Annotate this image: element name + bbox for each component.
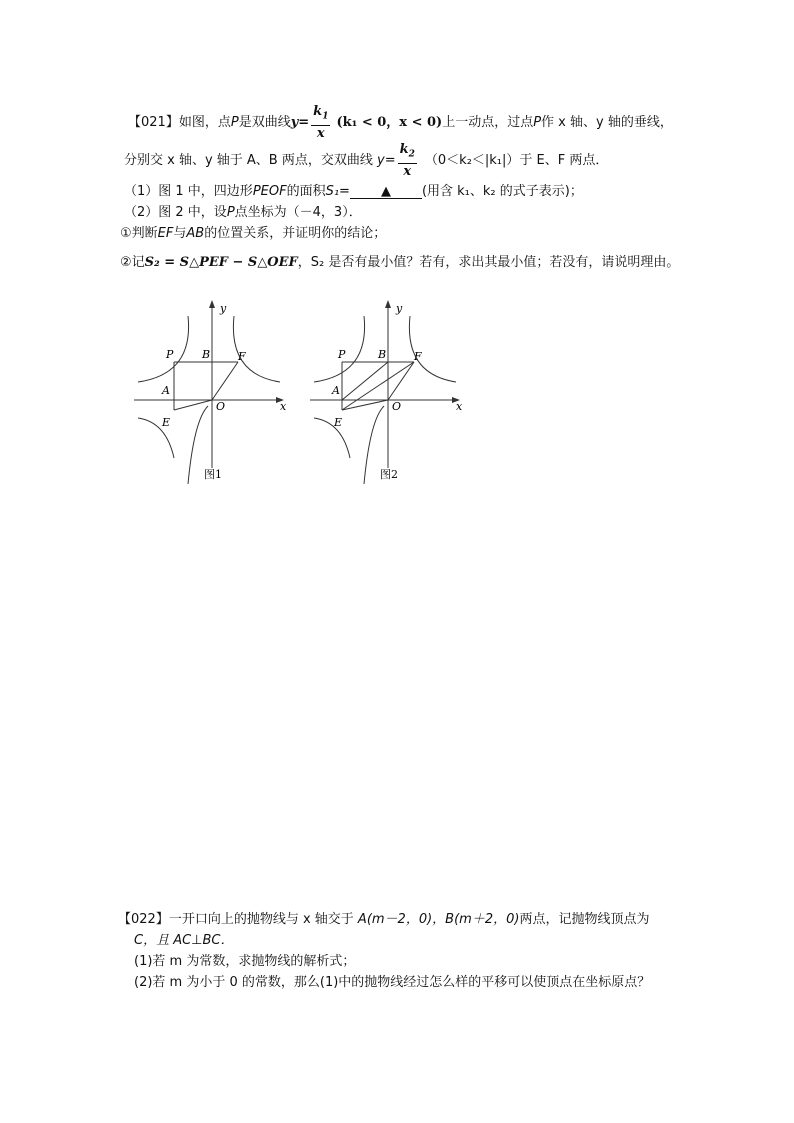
q22-line-2: [134, 931, 234, 951]
label-p: P: [166, 348, 174, 361]
figure-1-caption: 图1: [204, 468, 222, 481]
s2-formula: S₂ = S△PEF − S△OEF: [144, 255, 298, 270]
k1-subscript: 1: [322, 111, 329, 122]
label-o: O: [392, 400, 402, 413]
q21-text: ①判断: [120, 226, 158, 241]
q21-part-1: [124, 182, 583, 202]
label-a: A: [162, 384, 170, 397]
fraction-k2-over-x: [398, 142, 417, 179]
q21-text: （0＜k₂＜|k₁|）于 E、F 两点．: [424, 152, 609, 168]
label-a: A: [332, 384, 340, 397]
label-e: E: [334, 416, 343, 429]
triangle-mark: ▲: [380, 184, 391, 199]
label-b: B: [202, 348, 211, 361]
q22-text: (1)若 m 为常数，求抛物线的解析式；: [134, 954, 356, 969]
label-o: O: [216, 400, 226, 413]
hyperbola-q3: [314, 418, 350, 458]
q21-sub-2: [120, 250, 679, 276]
q21-tag: 【021】: [128, 114, 179, 130]
q21-text: （1）图 1 中，四边形: [124, 184, 253, 199]
segment-of: [212, 362, 238, 400]
label-y: y: [220, 302, 227, 315]
label-f: F: [238, 350, 246, 363]
s1-label: S₁=: [325, 184, 350, 199]
q22-text: C，且 AC⊥BC．: [134, 933, 234, 948]
q21-text: 的面积: [286, 184, 326, 199]
q21-line-1: [128, 104, 673, 141]
point-p: P: [230, 114, 239, 130]
q22-line-1: [118, 910, 649, 930]
hyperbola-q1: [409, 316, 456, 382]
q21-part-2: [124, 203, 362, 223]
q21-text: 的位置关系，并证明你的结论；: [204, 226, 387, 241]
segment-ab: AB: [186, 226, 205, 241]
denominator-x: x: [403, 163, 412, 179]
k1-symbol: k: [313, 104, 323, 119]
q21-text: 点坐标为（－4，3）．: [234, 205, 362, 220]
point-p: P: [226, 205, 235, 220]
q21-text: 作 x 轴、y 轴的垂线，: [541, 114, 673, 130]
q21-text: 分别交 x 轴、y 轴于 A、B 两点，交双曲线: [124, 152, 377, 168]
label-y: y: [396, 302, 403, 315]
point-p: P: [533, 114, 542, 130]
q21-text: ，S₂ 是否有最小值？若有，求出其最小值；若没有，请说明理由。: [297, 255, 680, 270]
q21-sub-1: [120, 224, 386, 244]
segment-of: [388, 362, 414, 400]
q21-text: 上一动点，过点: [442, 114, 534, 130]
q22-tag: 【022】: [118, 912, 169, 927]
segment-ef: EF: [157, 226, 174, 241]
q21-text: 与: [173, 226, 187, 241]
label-p: P: [338, 348, 346, 361]
figure-2: [306, 298, 466, 488]
k2-subscript: 2: [408, 149, 415, 160]
q22-text: (2)若 m 为小于 0 的常数，那么(1)中的抛物线经过怎么样的平移可以使顶点在坐标原点？: [134, 975, 651, 990]
q21-text: ②记: [120, 255, 145, 270]
figure-2-caption: 图2: [380, 468, 398, 481]
q21-text: (用含 k₁、k₂ 的式子表示)；: [421, 184, 583, 199]
label-b: B: [378, 348, 387, 361]
k2-symbol: k: [399, 142, 409, 157]
fraction-k1-over-x: [311, 104, 330, 141]
q21-text: 如图，点: [178, 114, 231, 130]
answer-blank: [350, 185, 422, 199]
figure-1: [130, 298, 290, 488]
q22-text: 一开口向上的抛物线与 x 轴交于: [168, 912, 358, 927]
quad-peof: PEOF: [252, 184, 287, 199]
q22-part-1: [134, 952, 355, 972]
eq2-equals: =: [384, 152, 396, 168]
hyperbola-q2: [138, 316, 189, 382]
label-f: F: [414, 350, 422, 363]
y-axis-arrow: [385, 300, 391, 308]
q22-part-2: [134, 973, 650, 993]
eq1-lhs: y: [290, 114, 299, 130]
label-e: E: [162, 416, 171, 429]
label-x: x: [456, 400, 463, 413]
hyperbola-q1: [233, 316, 280, 382]
eq2-lhs: y: [377, 152, 385, 168]
condition-k1: (k₁ < 0，x < 0): [336, 114, 443, 130]
points-ab: A(m－2，0)，B(m＋2，0): [357, 912, 520, 927]
y-axis-arrow: [209, 300, 215, 308]
segment-ef: [342, 362, 414, 410]
q21-line-2: [124, 142, 609, 179]
q21-text: 是双曲线: [238, 114, 291, 130]
denominator-x: x: [316, 125, 325, 141]
label-x: x: [280, 400, 287, 413]
eq1-equals: =: [298, 114, 310, 130]
q22-text: 两点，记抛物线顶点为: [519, 912, 650, 927]
q21-text: （2）图 2 中，设: [124, 205, 227, 220]
